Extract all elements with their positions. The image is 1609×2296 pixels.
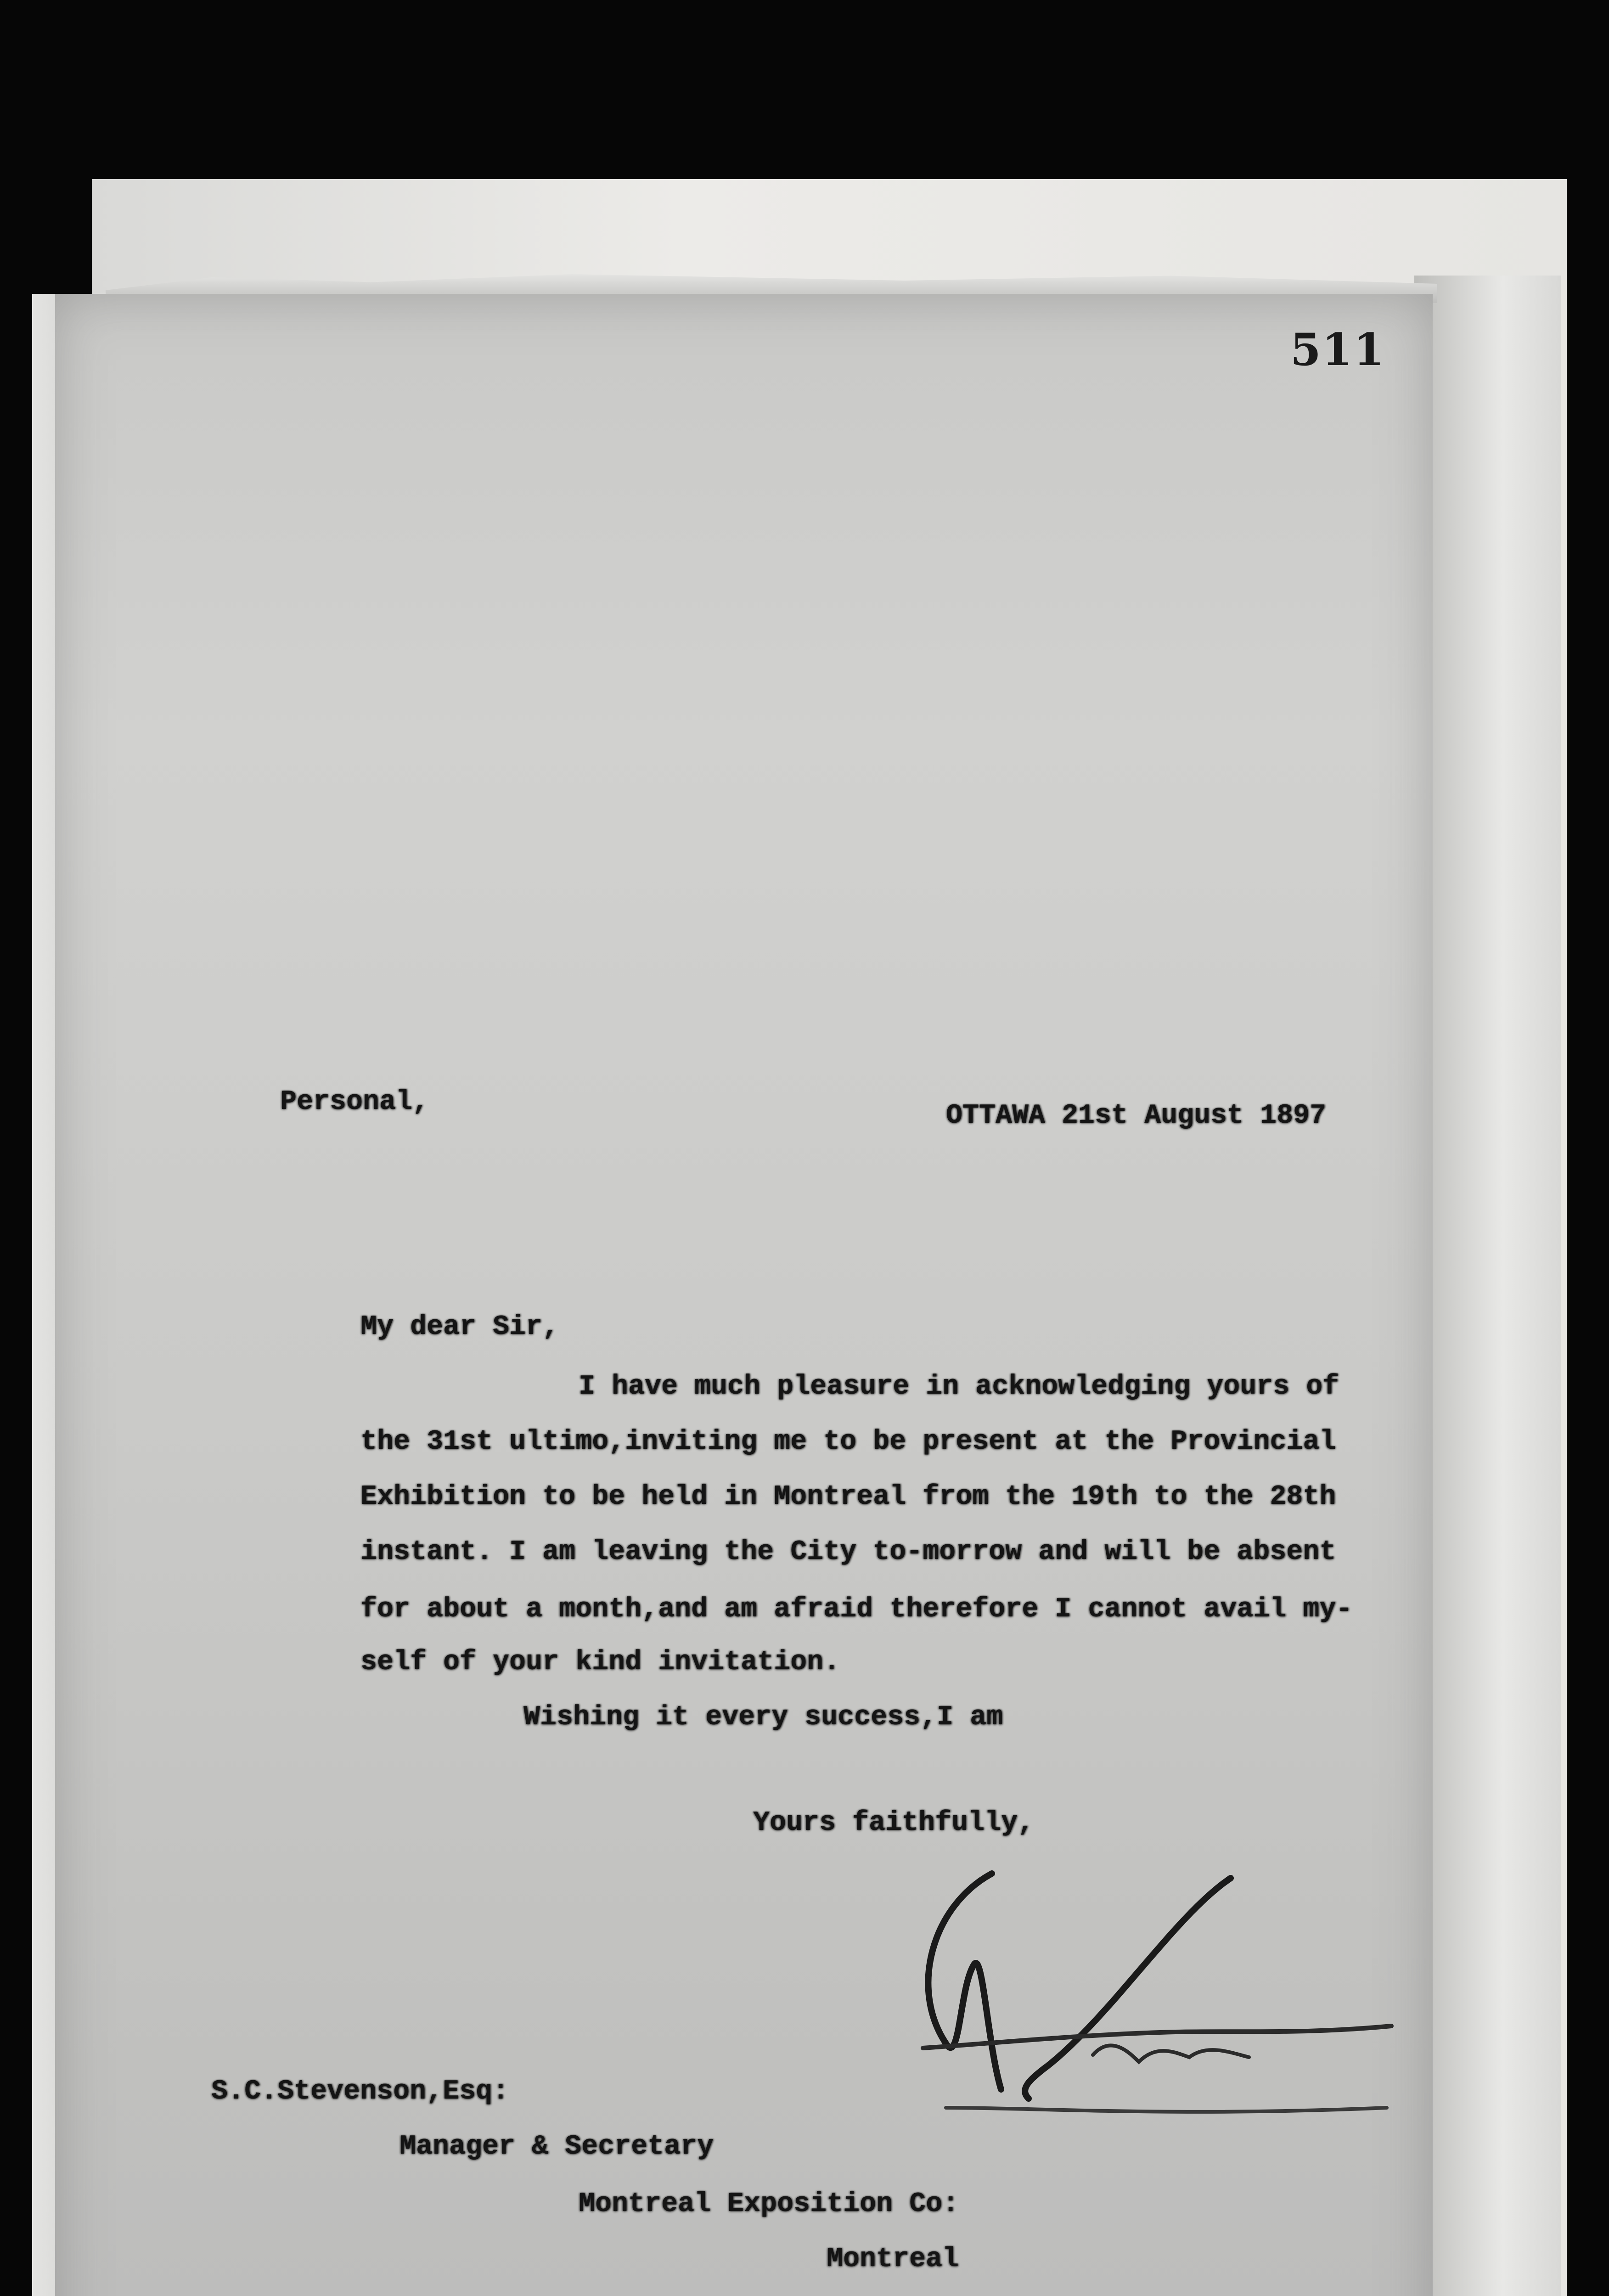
body-line: I have much pleasure in acknowledging yours of	[579, 1371, 1339, 1402]
address-line: Montreal Exposition Co:	[579, 2189, 959, 2220]
folio-number: 511	[1290, 324, 1385, 376]
personal-marking: Personal,	[280, 1086, 429, 1118]
body-line: instant. I am leaving the City to-morrow and will be absent	[360, 1536, 1336, 1568]
salutation: My dear Sir,	[360, 1311, 559, 1343]
body-line: the 31st ultimo,inviting me to be present at the Provincial	[360, 1426, 1336, 1458]
backing-edge	[1414, 276, 1561, 2296]
body-line: self of your kind invitation.	[360, 1647, 840, 1678]
address-line: Manager & Secretary	[399, 2131, 714, 2162]
body-line: for about a month,and am afraid therefore I cannot avail my-	[360, 1594, 1353, 1625]
signature	[854, 1851, 1405, 2172]
address-line: S.C.Stevenson,Esq:	[211, 2076, 509, 2107]
body-line: Exhibition to be held in Montreal from the 19th to the 28th	[360, 1481, 1336, 1513]
body-line: Wishing it every success,I am	[523, 1702, 1003, 1733]
closing: Yours faithfully,	[753, 1807, 1035, 1839]
dateline: OTTAWA 21st August 1897	[946, 1100, 1327, 1131]
address-line: Montreal	[827, 2244, 959, 2275]
